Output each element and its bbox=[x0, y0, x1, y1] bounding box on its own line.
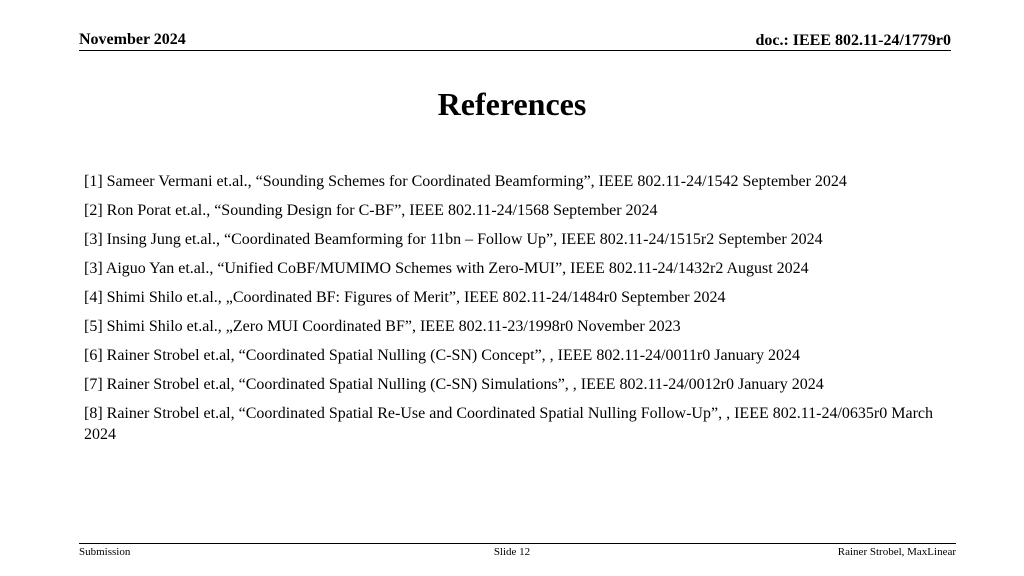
references-list bbox=[84, 171, 934, 453]
reference-item: [3] Aiguo Yan et.al., “Unified CoBF/MUMIMO Schemes with Zero-MUI”, IEEE 802.11-24/1432r2 August 2024 bbox=[84, 260, 809, 277]
reference-item: [5] Shimi Shilo et.al., „Zero MUI Coordinated BF”, IEEE 802.11-23/1998r0 November 2023 bbox=[84, 318, 681, 335]
footer-submission: Submission bbox=[79, 546, 131, 558]
footer-slide-number: Slide 12 bbox=[493, 546, 531, 558]
reference-item: [1] Sameer Vermani et.al., “Sounding Schemes for Coordinated Beamforming”, IEEE 802.11-24/1542 September 2024 bbox=[84, 173, 847, 190]
reference-item: [8] Rainer Strobel et.al, “Coordinated Spatial Re-Use and Coordinated Spatial Nulling Follow-Up”, , IEEE 802.11-24/0635r0 March 2024 bbox=[84, 405, 933, 443]
reference-item: [2] Ron Porat et.al., “Sounding Design for C-BF”, IEEE 802.11-24/1568 September 2024 bbox=[84, 202, 658, 219]
footer-divider bbox=[79, 543, 956, 544]
reference-item: [3] Insing Jung et.al., “Coordinated Beamforming for 11bn – Follow Up”, IEEE 802.11-24/1515r2 September 2024 bbox=[84, 231, 823, 248]
footer-author: Rainer Strobel, MaxLinear bbox=[837, 546, 956, 558]
reference-item: [4] Shimi Shilo et.al., „Coordinated BF: Figures of Merit”, IEEE 802.11-24/1484r0 September 2024 bbox=[84, 289, 726, 306]
reference-item: [6] Rainer Strobel et.al, “Coordinated Spatial Nulling (C-SN) Concept”, , IEEE 802.11-24/0011r0 January 2024 bbox=[84, 347, 800, 364]
reference-item: [7] Rainer Strobel et.al, “Coordinated Spatial Nulling (C-SN) Simulations”, , IEEE 802.11-24/0012r0 January 2024 bbox=[84, 376, 824, 393]
header-divider bbox=[79, 50, 951, 51]
header-doc-id: doc.: IEEE 802.11-24/1779r0 bbox=[755, 32, 951, 49]
slide-title: References bbox=[437, 86, 587, 122]
header-date: November 2024 bbox=[79, 31, 186, 48]
